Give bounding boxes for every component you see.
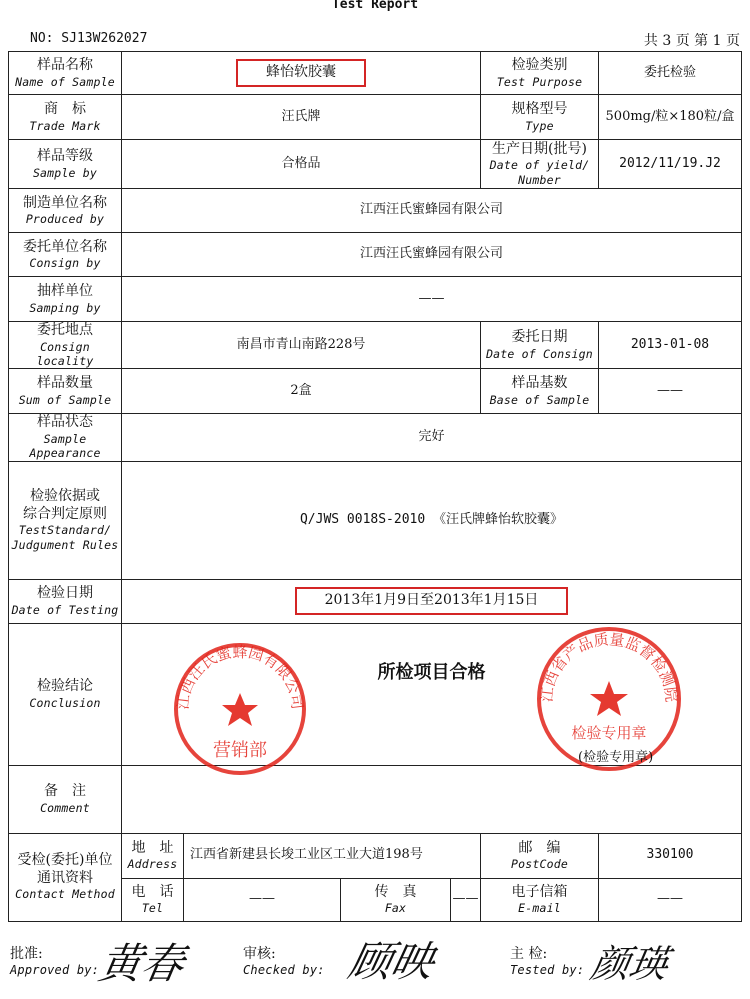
label-sample-base: 样品基数 Base of Sample	[481, 369, 599, 414]
value-sample-base: ——	[599, 369, 742, 414]
value-trade-mark: 汪氏牌	[122, 95, 481, 140]
row-consign-locality	[9, 322, 742, 369]
value-email: ——	[599, 878, 742, 921]
company-seal-bottom-text: 营销部	[213, 740, 267, 761]
label-consignor: 委托单位名称 Consign by	[9, 233, 122, 277]
label-trade-mark: 商 标 Trade Mark	[9, 95, 122, 140]
row-consignor	[9, 233, 742, 277]
value-test-category: 委托检验	[599, 52, 742, 95]
value-consignor: 江西汪氏蜜蜂园有限公司	[122, 233, 742, 277]
value-spec: 500mg/粒×180粒/盒	[599, 95, 742, 140]
label-contact: 受检(委托)单位 通讯资料 Contact Method	[9, 833, 122, 921]
label-postcode: 邮 编 PostCode	[481, 833, 599, 878]
inspection-seal-ring-text: 江西省产品质量监督检测院	[537, 630, 681, 703]
label-comment: 备 注 Comment	[9, 765, 122, 833]
row-trade-mark	[9, 95, 742, 140]
page-info: 共 3 页 第 1 页	[643, 33, 740, 49]
company-seal-ring-text: 江西汪氏蜜蜂园有限公司	[173, 642, 307, 711]
label-manufacturer: 制造单位名称 Produced by	[9, 189, 122, 233]
row-manufacturer	[9, 189, 742, 233]
value-conclusion	[122, 623, 742, 765]
value-postcode: 330100	[599, 833, 742, 878]
sample-name-highlight: 蜂怡软胶囊	[236, 59, 366, 87]
label-consign-date: 委托日期 Date of Consign	[481, 322, 599, 369]
value-test-date	[122, 579, 742, 623]
label-address: 地 址 Address	[122, 833, 184, 878]
row-comment	[9, 765, 742, 833]
row-sample-quantity	[9, 369, 742, 414]
inspection-seal-caption: (检验专用章)	[578, 750, 654, 765]
approved-signature: 黄春	[95, 939, 188, 988]
label-grade: 样品等级 Sample by	[9, 140, 122, 189]
value-sampling-unit: ——	[122, 277, 742, 322]
value-address: 江西省新建县长埈工业区工业大道198号	[184, 833, 481, 878]
value-test-standard: Q/JWS 0018S-2010 《汪氏牌蜂怡软胶囊》	[122, 461, 742, 579]
label-consign-locality: 委托地点 Consign locality	[9, 322, 122, 369]
value-sample-name	[122, 52, 481, 95]
value-tel: ——	[184, 878, 341, 921]
signature-area	[0, 935, 750, 999]
conclusion-text: 所检项目合格	[377, 661, 486, 683]
row-sample-name	[9, 52, 742, 95]
label-sample-state: 样品状态 Sample Appearance	[9, 414, 122, 461]
label-sample-name: 样品名称 Name of Sample	[9, 52, 122, 95]
value-comment	[122, 765, 742, 833]
label-conclusion: 检验结论 Conclusion	[9, 623, 122, 765]
label-tel: 电 话 Tel	[122, 878, 184, 921]
label-sample-quantity: 样品数量 Sum of Sample	[9, 369, 122, 414]
inspection-seal-bottom-text: 检验专用章	[571, 724, 647, 742]
row-grade	[9, 140, 742, 189]
label-test-date: 检验日期 Date of Testing	[9, 579, 122, 623]
row-conclusion	[9, 623, 742, 765]
label-spec: 规格型号 Type	[481, 95, 599, 140]
tested-signature: 颜瑛	[587, 942, 672, 986]
row-sampling-unit	[9, 277, 742, 322]
value-fax: ——	[451, 878, 481, 921]
checked-label: 审核: Checked by:	[243, 946, 325, 977]
approved-label: 批准: Approved by:	[10, 946, 100, 977]
row-contact-address	[9, 833, 742, 878]
checked-signature: 顾映	[344, 937, 439, 986]
report-table	[8, 51, 742, 922]
value-consign-locality: 南昌市青山南路228号	[122, 322, 481, 369]
tested-label: 主 检: Tested by:	[510, 946, 585, 977]
label-fax: 传 真 Fax	[341, 878, 451, 921]
label-production-date: 生产日期(批号) Date of yield/ Number	[481, 140, 599, 189]
report-number: NO: SJ13W262027	[30, 31, 148, 46]
report-title: Test Report	[331, 0, 419, 12]
row-test-standard	[9, 461, 742, 579]
value-sample-state: 完好	[122, 414, 742, 461]
value-consign-date: 2013-01-08	[599, 322, 742, 369]
value-sample-quantity: 2盒	[122, 369, 481, 414]
test-date-highlight: 2013年1月9日至2013年1月15日	[295, 587, 569, 615]
label-test-category: 检验类别 Test Purpose	[481, 52, 599, 95]
label-email: 电子信箱 E-mail	[481, 878, 599, 921]
row-sample-state	[9, 414, 742, 461]
label-sampling-unit: 抽样单位 Samping by	[9, 277, 122, 322]
value-grade: 合格品	[122, 140, 481, 189]
row-test-date	[9, 579, 742, 623]
value-production-date: 2012/11/19.J2	[599, 140, 742, 189]
value-manufacturer: 江西汪氏蜜蜂园有限公司	[122, 189, 742, 233]
label-test-standard: 检验依据或 综合判定原则 TestStandard/ Judgument Rules	[9, 461, 122, 579]
